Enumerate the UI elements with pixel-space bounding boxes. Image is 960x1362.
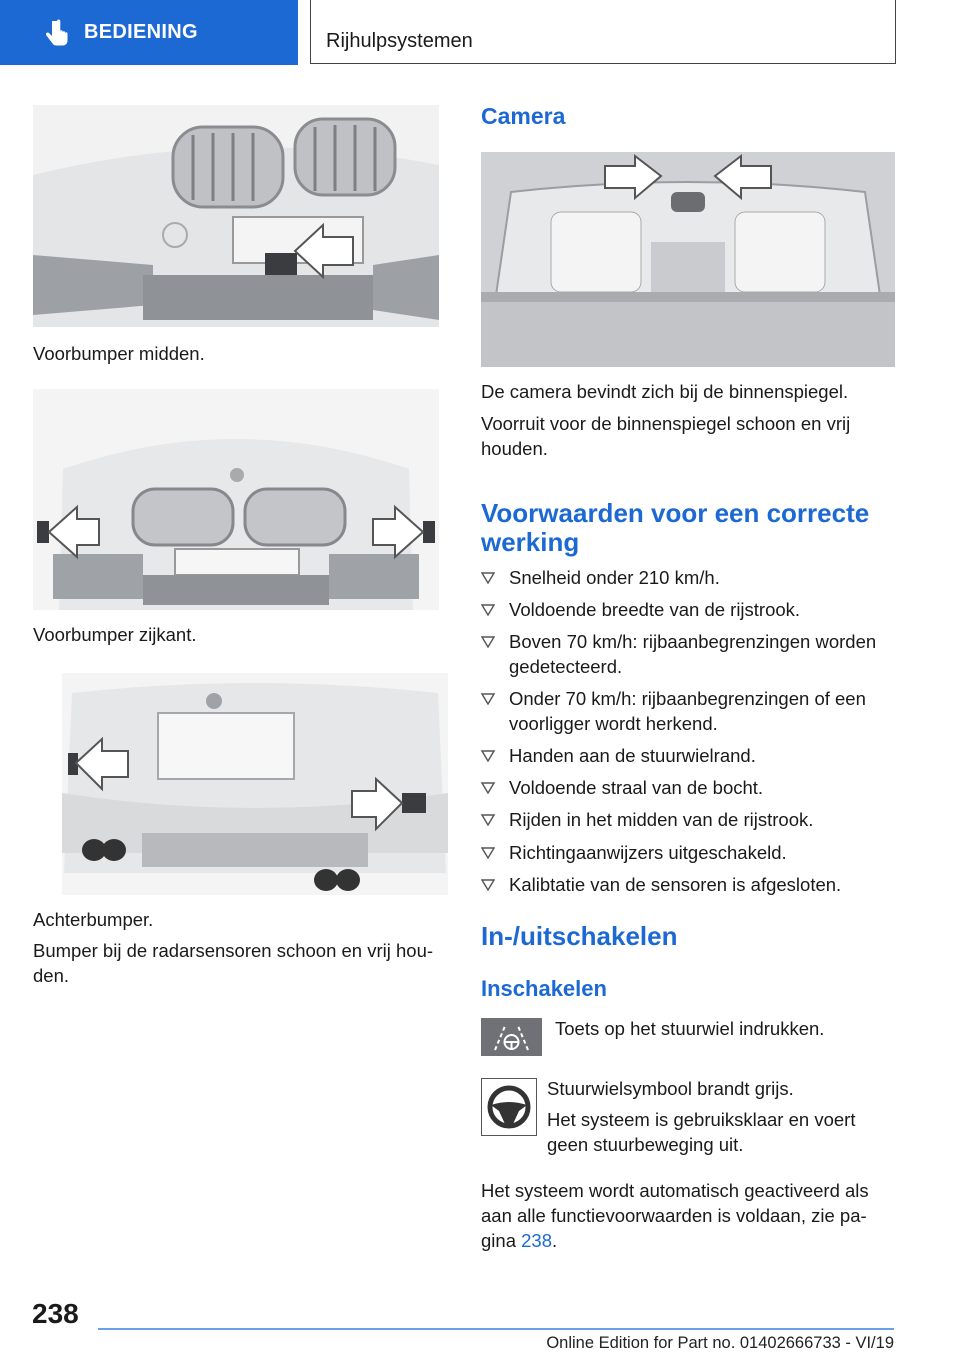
footer-divider [98,1328,894,1330]
list-item: Voldoende breedte van de rijstrook. [481,597,901,622]
camera-clean-text: Voorruit voor de binnenspiegel schoon en vrij houden. [481,413,851,459]
steering-wheel-symbol-icon [481,1078,537,1136]
camera-location-text: De camera bevindt zich bij de binnenspiegel. [481,381,849,402]
page-reference-link[interactable]: 238 [521,1230,552,1251]
bullet-triangle-icon [481,572,495,584]
list-item: Voldoende straal van de bocht. [481,775,901,800]
section-tab-label: BEDIENING [84,21,198,43]
bullet-triangle-icon [481,604,495,616]
list-item: Kalibtatie van de sensoren is afgesloten. [481,872,901,897]
bullet-triangle-icon [481,782,495,794]
list-item: Boven 70 km/h: rijbaanbegrenzingen worden gedetecteerd. [481,629,901,679]
camera-location-image [481,152,895,367]
caption-front-side: Voorbumper zijkant. [33,624,197,645]
heading-camera: Camera [481,103,566,129]
heading-conditions: Voorwaarden voor een correcte werking [481,498,870,557]
heading-switch-on: Inschakelen [481,976,607,1001]
list-item: Rijden in het midden van de rijstrook. [481,807,901,832]
wheel-symbol-text: Stuurwielsymbool brandt grijs. [547,1078,794,1099]
bullet-triangle-icon [481,693,495,705]
bullet-triangle-icon [481,879,495,891]
caption-rear: Achterbumper. [33,909,154,930]
rear-bumper-image [62,673,448,895]
auto-activate-paragraph: Het systeem wordt automatisch geactiveerd als aan alle functievoorwaarden is voldaan, zie pa-gina 238. [481,1180,869,1251]
chapter-title: Rijhulpsystemen [326,30,473,52]
page-number: 238 [32,1298,79,1329]
bullet-triangle-icon [481,847,495,859]
front-bumper-middle-image [33,105,439,327]
section-tab[interactable] [0,0,298,65]
bullet-triangle-icon [481,750,495,762]
lane-assist-button-icon [481,1018,542,1056]
edition-text: Online Edition for Part no. 01402666733 - VI/19 [546,1334,894,1352]
heading-on-off: In-/uitschakelen [481,921,678,951]
bullet-triangle-icon [481,814,495,826]
note-clean-bumper: Bumper bij de radarsensoren schoon en vrij hou-den. [33,940,434,986]
bullet-triangle-icon [481,636,495,648]
front-bumper-side-image [33,389,439,610]
list-item: Snelheid onder 210 km/h. [481,565,901,590]
list-item: Handen aan de stuurwielrand. [481,743,901,768]
list-item: Richtingaanwijzers uitgeschakeld. [481,840,901,865]
system-ready-text: Het systeem is gebruiksklaar en voert geen stuurbeweging uit. [547,1109,856,1155]
touch-hand-icon [38,15,74,51]
press-button-text: Toets op het stuurwiel indrukken. [555,1018,825,1039]
caption-front-middle: Voorbumper midden. [33,343,205,364]
list-item: Onder 70 km/h: rijbaanbegrenzingen of een voorligger wordt herkend. [481,686,901,736]
